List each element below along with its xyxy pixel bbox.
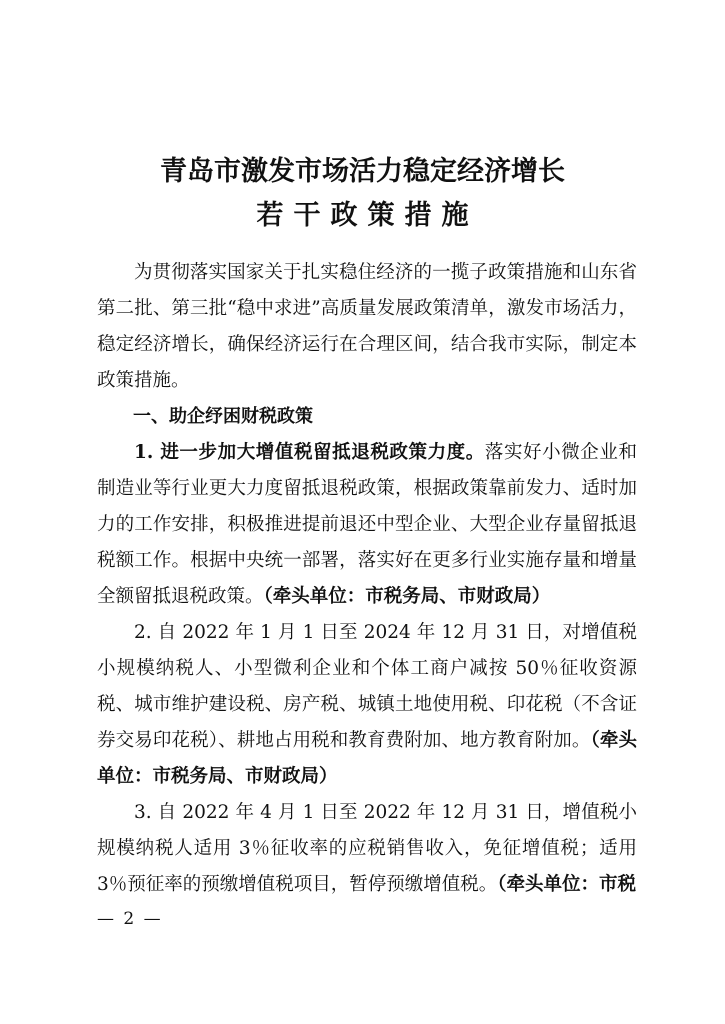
policy-item-1 bbox=[97, 435, 637, 615]
section-heading: 一、助企纾困财税政策 bbox=[133, 406, 313, 427]
policy-item-2-text: 2. 自 2022 年 1 月 1 日至 2024 年 12 月 31 日，对增值税小规模纳税人、小型微利企业和个体工商户减按 50％征收资源税、城市维护建设税、房产税、城镇土地使用税、印花税（不含证券交易印花税）、耕地占用税和教育费附加、地方教育附加。 bbox=[97, 622, 637, 751]
policy-item-3 bbox=[97, 795, 637, 903]
document-title-line-2: 若干政策措施 bbox=[256, 200, 479, 231]
policy-item-2-unit: （牵头单位：市税务局、市财政局） bbox=[97, 730, 637, 787]
policy-item-3-text: 3. 自 2022 年 4 月 1 日至 2022 年 12 月 31 日，增值税小规模纳税人适用 3％征收率的应税销售收入，免征增值税；适用 3％预征率的预缴增值税项目，暂停预缴增值税。 bbox=[97, 802, 637, 895]
page-number: — 2 — bbox=[97, 909, 163, 929]
policy-item-2 bbox=[97, 615, 637, 795]
policy-item-1-lead: 1. 进一步加大增值税留抵退税政策力度。 bbox=[134, 442, 485, 463]
policy-item-1-unit: （牵头单位：市税务局、市财政局） bbox=[263, 586, 551, 607]
document-title-line-1: 青岛市激发市场活力稳定经济增长 bbox=[160, 156, 565, 187]
document-body bbox=[97, 255, 637, 903]
policy-item-1-text: 落实好小微企业和制造业等行业更大力度留抵退税政策，根据政策靠前发力、适时加力的工作安排，积极推进提前退还中型企业、大型企业存量留抵退税额工作。根据中央统一部署，落实好在更多行业实施存量和增量全额留抵退税政策。 bbox=[97, 442, 637, 607]
intro-paragraph: 为贯彻落实国家关于扎实稳住经济的一揽子政策措施和山东省第二批、第三批“稳中求进”高质量发展政策清单，激发市场活力，稳定经济增长，确保经济运行在合理区间，结合我市实际，制定本政策措施。 bbox=[97, 262, 637, 391]
policy-item-3-unit: （牵头单位：市税 bbox=[497, 874, 637, 895]
